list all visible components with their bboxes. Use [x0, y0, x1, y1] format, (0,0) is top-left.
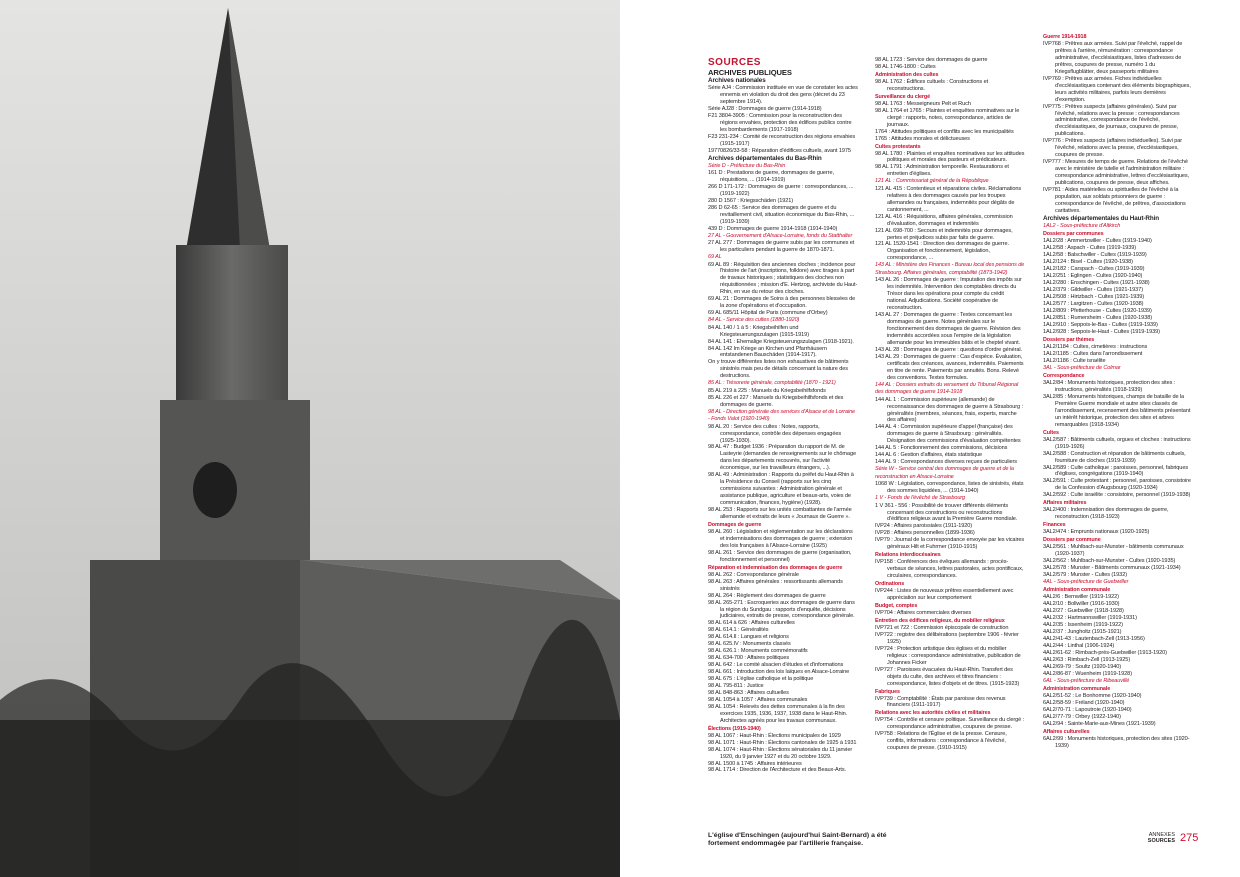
- folio-top: ANNEXES: [1148, 832, 1175, 838]
- source-entry: IVP724 : Protection artistique des églises et du mobilier religieux : correspondance administrative, publication de Johannes Ficker: [875, 645, 1021, 666]
- source-entry: 266 D 171-172 : Dommages de guerre : correspondances, ... (1919-1922): [708, 183, 854, 197]
- source-entry: 3AL2/85 : Monuments historiques, champs de bataille de la Première Guerre mondiale et autre sites classés de l'arrondissement, recensement des bâtiments présentant un intérêt historique, protection des sites et arbres remarquables (1918-1934): [1043, 393, 1191, 428]
- source-entry: 98 AL 626.1 : Monuments commémoratifs: [708, 648, 808, 655]
- source-entry: 1AL2/58 : Balschwiller - Cultes (1919-1939): [1043, 252, 1147, 259]
- source-entry: IVP158 : Conférences des évêques allemands : procès-verbaux de séances, lettres pastorales, actes pontificaux, circulaires, correspondances.: [875, 559, 1024, 580]
- source-entry: 4AL2/63 : Rimbach-Zell (1913-1925): [1043, 656, 1131, 663]
- source-entry: 98 AL 262 : Correspondance générale: [708, 571, 799, 578]
- source-entry: 98 AL 1074 : Haut-Rhin : Élections sénatoriales du 11 janvier 1920, du 9 janvier 1927 et du 20 octobre 1929.: [708, 746, 853, 760]
- source-entry: 144 AL 4 : Commission supérieure d'appel (française) des dommages de guerre à Strasbourg : généralités. Désignation des commissions d'évaluation compétentes: [875, 424, 1021, 445]
- source-entry: F21 3804-3905 : Commission pour la reconstruction des régions envahies, protection des édifices publics contre les bombardements (1917-1918): [708, 112, 852, 133]
- section-heading: Budget, comptes: [875, 603, 918, 609]
- source-entry: 85 AL 219 à 225 : Manuels du Kriegsbeihilfsfonds: [708, 387, 826, 394]
- section-heading: Dossiers par commune: [1043, 537, 1101, 544]
- photo-caption: L'église d'Enschingen (aujourd'hui Saint-Bernard) a été fortement endommagée par l'artillerie française.: [708, 832, 887, 848]
- source-entry: 69 AL 21 : Dommages de Soins à des personnes blessées de la zone d'opérations et d'occupation.: [708, 296, 856, 310]
- source-entry: 4AL2/6 : Bernwiller (1919-1922): [1043, 594, 1119, 601]
- source-entry: 1AL2/851 : Rumersheim - Cultes (1920-1938): [1043, 314, 1152, 321]
- source-entry: 121 AL 698-700 : Secours et indemnités pour dommages, pertes et préjudices subis par faits de guerre.: [875, 227, 1013, 241]
- source-entry: 143 AL 28 : Dommages de guerre : questions d'ordre général.: [875, 346, 1023, 353]
- source-entry: 4AL2/44 : Linthal (1906-1924): [1043, 643, 1115, 650]
- source-entry: 121 AL 415 : Contentieux et réparations civiles. Réclamations relatives à des dommages causés par les troupes allemandes ou françaises, indemnités pour dégâts de cantonnement, ...: [875, 185, 1022, 213]
- source-entry: IVP781 : Aides matérielles ou spirituelles de l'évêché à la population, aux soldats prisonniers de guerre : correspondance de l'évêché, de prêtres, d'associations caritatives.: [1043, 187, 1186, 214]
- source-entry: 6AL2/94 : Sainte-Marie-aux-Mines (1921-1939): [1043, 721, 1156, 728]
- source-entry: 98 AL 661 : Introduction des lois laïques en Alsace-Lorraine: [708, 669, 850, 676]
- series-heading: 69 AL: [708, 254, 722, 261]
- source-entry: 143 AL 27 : Dommages de guerre : Textes concernant les dommages de guerre. Notes générales sur le fonctionnement des dommages de guerre. Révision des indemnités accordées sous l'empire de la législation allemande pour les immeubles bâtis et le cheptel vivant.: [875, 312, 1021, 346]
- source-entry: 84 AL 141 : Ehemalige Kriegsteuerungszulagen (1918-1921).: [708, 338, 854, 345]
- source-entry: IVP769 : Prêtres aux armées. Fiches individuelles d'ecclésiastiques contenant des éléments biographiques, leurs activités militaires, parfois leurs dernières d'exemption.: [1043, 75, 1191, 103]
- source-entry: 286 D 62-65 : Service des dommages de guerre et du revitaillement civil, situation économique du Bas-Rhin, ... (1919-1939): [708, 204, 855, 225]
- source-entry: 98 AL 1054 : Relevés des dettes communales à la fin des exercices 1935, 1936, 1937, 1938 dans le Haut-Rhin. Architectes agréés pour les travaux communaux.: [708, 703, 848, 724]
- source-entry: IVP244 : Listes de nouveaux prêtres essentiellement avec appréciation sur leur comportement: [875, 588, 1014, 602]
- section-heading: Ordinations: [875, 581, 905, 588]
- source-entry: 121 AL 416 : Réquisitions, affaires générales, commission d'évaluation, dommages et indemnités: [875, 213, 1013, 227]
- source-entry: 84 AL 142 Im Kriege an Kirchen und Pfarrhäusern entstandenen Bauschäden (1914-1917).: [708, 345, 827, 359]
- source-entry: 98 AL 1714 : Direction de l'Architecture et des Beaux-Arts.: [708, 767, 846, 774]
- source-entry: 4AL2/61-62 : Rimbach-près-Guebwiller (1913-1920): [1043, 650, 1167, 657]
- source-entry: 3AL2/400 : Indemnisation des dommages de guerre, reconstruction (1918-1923): [1043, 507, 1169, 521]
- column-1: [708, 57, 858, 774]
- series-heading: 121 AL : Commissariat général de la République: [875, 178, 989, 185]
- section-heading: Dossiers par thèmes: [1043, 336, 1095, 343]
- source-entry: 1AL2/124 : Bisel - Cultes (1920-1938): [1043, 259, 1133, 266]
- series-heading: 27 AL - Gouvernement d'Alsace-Lorraine, fonds du Statthalter: [708, 232, 853, 239]
- source-entry: 6AL2/58-59 : Fréland (1920-1940): [1043, 700, 1125, 707]
- source-entry: 98 AL 1067 : Haut-Rhin : Élections municipales de 1929: [708, 732, 841, 739]
- source-entry: 3AL2/579 : Munster - Cultes (1932): [1043, 571, 1127, 578]
- section-heading: Fabriques: [875, 688, 900, 695]
- source-entry: 1AL2/809 : Pfetterhouse - Cultes (1920-1939): [1043, 307, 1152, 314]
- source-entry: On y trouve différentes listes non exhaustives de bâtiments sinistrés mais peu de détails concernant la nature des destructions.: [708, 359, 849, 380]
- source-entry: 98 AL 634-700 : Affaires politiques: [708, 655, 790, 662]
- source-entry: 1AL2/577 : Largitzen - Cultes (1920-1938): [1043, 300, 1144, 307]
- section-heading: Administration communale: [1043, 686, 1111, 693]
- source-entry: 1AL2/28 : Ammertzwiller - Cultes (1919-1940): [1043, 238, 1152, 245]
- source-entry: 280 D 1567 : Kriegsschäden (1921): [708, 197, 794, 204]
- column-3: [1043, 33, 1193, 750]
- source-entry: 144 AL 6 : Gestion d'affaires, états statistique: [875, 452, 982, 459]
- section-heading: Entretien des édifices religieux, du mobilier religieux: [875, 617, 1005, 624]
- source-entry: 3AL2/587 : Bâtiments cultuels, orgues et cloches : instructions (1919-1926): [1043, 436, 1191, 450]
- source-entry: 1AL2/1186 : Culte israélite: [1043, 357, 1106, 364]
- source-entry: 143 AL 29 : Dommages de guerre : Cas d'espèce. Évaluation, certificats des créances, avances, indemnités. Paiements en titre de rente. Paiements par annuités. Bons. Relevé des conventions. Textes formules.: [875, 353, 1024, 381]
- source-entry: 98 AL 1764 et 1765 : Plaintes et enquêtes nominatives sur le clergé : rapports, notes, correspondance, articles de journaux.: [875, 107, 1020, 128]
- source-entry: IVP727 : Paroisses évacuées du Haut-Rhin. Transfert des objets du culte, des archives et titres financiers : correspondance, listes d'objets et de titres. (1915-1923): [875, 666, 1020, 687]
- source-entry: IVP754 : Contrôle et censure politique. Surveillance du clergé : correspondance administrative, coupures de presse.: [875, 717, 1025, 731]
- source-entry: 98 AL 1762 : Édifices cultuels : Constructions et reconstructions.: [875, 78, 989, 92]
- source-entry: 1 V 361 - 556 : Possibilité de trouver différents éléments concernant des constructions ou reconstructions d'édifices religieux avant la Première Guerre mondiale.: [875, 502, 1018, 523]
- source-entry: IVP24 : Affaires paroissiales (1911-1920): [875, 523, 973, 530]
- series-heading: Série W - Service central des dommages de guerre et de la reconstruction en Alsace-Lorraine: [875, 466, 1014, 480]
- source-entry: 98 AL 261 : Service des dommages de guerre (organisation, fonctionnement et personnel): [708, 549, 852, 563]
- source-entry: 1AL2/379 : Gildwiller - Cultes (1921-1937): [1043, 287, 1143, 293]
- source-entry: IVP758 : Relations de l'Église et de la presse. Censure, conflits, informations : correspondance à l'évêché, coupures de presse. (1910-1915): [875, 731, 1007, 752]
- source-entry: 4AL2/37 : Jungholtz (1915-1921): [1043, 629, 1122, 636]
- source-entry: 3AL2/562 : Muhlbach-sur-Munster - Cultes (1920-1935): [1043, 558, 1176, 565]
- source-entry: 98 AL 263 : Affaires générales : ressortissants allemands sinistrés: [708, 578, 843, 592]
- source-entry: 3AL2/84 : Monuments historiques, protection des sites : instructions, généralités (1918-1939): [1043, 380, 1176, 393]
- source-entry: 1AL2/1184 : Cultes, cimetières : instructions: [1043, 343, 1148, 350]
- sources-page: [620, 0, 1240, 877]
- source-entry: 1AL2/910 : Seppois-le-Bas - Cultes (1919-1939): [1043, 321, 1158, 328]
- source-entry: 4AL2/27 : Guebwiller (1918-1928): [1043, 608, 1124, 615]
- source-entry: 3AL2/578 : Munster - Bâtiments communaux (1921-1934): [1043, 565, 1181, 571]
- source-entry: Série AJ28 : Dommages de guerre (1914-1918): [708, 105, 822, 112]
- source-entry: 27 AL 277 : Dommages de guerre subis par les communes et les particuliers pendant la guerre de 1870-1871.: [708, 240, 855, 254]
- source-entry: 4AL2/86-87 : Wuenheim (1919-1928): [1043, 670, 1132, 677]
- series-heading: 85 AL : Trésorerie générale, comptabilité (1870 - 1921): [708, 380, 836, 387]
- source-entry: 1764 : Attitudes politiques et conflits avec les municipalités: [875, 128, 1014, 135]
- source-entry: 3AL2/592 : Culte israélite : consistoire, personnel (1919-1938): [1043, 492, 1191, 499]
- source-entry: 98 AL 848-863 : Affaires cultuelles: [708, 689, 789, 696]
- section-heading: Archives départementales du Bas-Rhin: [708, 154, 822, 162]
- source-entry: 144 AL 9 : Correspondances diverses reçues de particuliers: [875, 459, 1017, 466]
- source-entry: 3AL2/591 : Culte protestant : personnel, paroisses, consistoire de la Confession d'Augsbourg (1920-1934): [1043, 478, 1191, 492]
- section-heading: Correspondance: [1043, 373, 1085, 380]
- source-entry: IVP739 : Comptabilité : États par paroisse des revenus financiers (1911-1917): [875, 695, 1006, 709]
- section-heading: Archives nationales: [708, 77, 766, 84]
- section-heading: Relations interdiocésaines: [875, 552, 941, 559]
- source-entry: 98 AL 260 : Législation et réglementation sur les déclarations et indemnisations des dommages de guerre ; extension des lois françaises à l'Alsace-Lorraine (1925): [708, 528, 853, 549]
- source-entry: 1AL2/182 : Carspach - Cultes (1919-1939): [1043, 266, 1145, 273]
- source-entry: IVP721 et 722 : Commission épiscopale de construction: [875, 624, 1009, 631]
- section-heading: Élections (1919-1940): [708, 725, 761, 732]
- source-entry: 121 AL 1520-1541 : Direction des dommages de guerre. Organisation et fonctionnement, législation, correspondance, ...: [875, 241, 1009, 262]
- source-entry: IVP79 : Journal de la correspondance envoyée par les vicaires généraux Hilt et Fuhrmer (1910-1915): [875, 537, 1025, 551]
- source-entry: 98 AL 614.1 : Généralités: [708, 627, 769, 634]
- source-entry: 1AL2/928 : Seppois-le-Haut - Cultes (1919-1939): [1043, 328, 1160, 335]
- section-heading: Finances: [1043, 522, 1066, 529]
- source-entry: 1AL2/251 : Eglingen - Cultes (1920-1940): [1043, 273, 1143, 280]
- source-entry: IVP775 : Prêtres suspects (affaires générales). Suivi par l'évêché, relations avec la presse : correspondances administrative, correspondance de l'évêché, d'ecclésiastiques, de journaux, coupures de presse, publications.: [1043, 103, 1180, 138]
- source-entry: IVP776 : Prêtres suspects (affaires individuelles). Suivi par l'évêché, relations avec la presse, d'ecclésiastiques, coupures de presse.: [1043, 138, 1182, 159]
- source-entry: 6AL2/70-71 : Lapoutroie (1920-1940): [1043, 707, 1132, 714]
- source-entry: IVP28 : Affaires personnelles (1899-1936): [875, 530, 975, 537]
- section-heading: Archives départementales du Haut-Rhin: [1043, 214, 1159, 222]
- series-heading: Série D - Préfecture du Bas-Rhin: [708, 162, 786, 169]
- source-entry: 98 AL 1054 à 1057 : Affaires communales: [708, 696, 808, 703]
- source-entry: 1AL2/58 : Aspach - Cultes (1919-1939): [1043, 245, 1137, 252]
- source-entry: IVP722 : registre des délibérations (septembre 1906 - février 1925): [875, 631, 1019, 645]
- source-entry: 98 AL 614.II : Langues et religions: [708, 634, 789, 641]
- section-heading: Affaires militaires: [1043, 500, 1087, 507]
- section-heading: Affaires culturelles: [1043, 729, 1090, 736]
- series-heading: 1AL2 - Sous-préfecture d'Altkirch: [1043, 222, 1121, 229]
- section-heading: Administration des cultes: [875, 71, 939, 78]
- section-heading: Réparation et indemnisation des dommages de guerre: [708, 564, 843, 571]
- source-entry: 3AL2/561 : Muhlbach-sur-Munster - bâtiments communaux (1920-1937): [1043, 544, 1184, 558]
- source-entry: 98 AL 264 : Règlement des dommages de guerre: [708, 592, 826, 599]
- series-heading: 6AL - Sous-préfecture de Ribeauvillé: [1043, 677, 1130, 684]
- source-entry: 144 AL 5 : Fonctionnement des commissions, décisions: [875, 445, 1008, 452]
- source-entry: 98 AL 642 : Le comité alsacien d'études et d'informations: [708, 662, 844, 669]
- source-entry: 69 AL 685/11 Hôpital de Paris (commune d'Orbey): [708, 310, 828, 317]
- source-entry: 98 AL 1723 : Service des dommages de guerre: [875, 57, 988, 63]
- section-heading: Dommages de guerre: [708, 521, 762, 528]
- source-entry: 98 AL 795-811 : Justice: [708, 682, 764, 689]
- series-heading: 84 AL - Service des cultes (1880-1920): [708, 317, 800, 324]
- source-entry: 98 AL 625.IV : Monuments classés: [708, 641, 791, 648]
- column-2: [875, 57, 1025, 752]
- series-heading: 143 AL : Ministère des Finances - Bureau local des pensions de Strasbourg. Affaires générales, comptabilité (1873-1942): [875, 262, 1025, 276]
- source-entry: 98 AL 47 : Budget 1936 : Préparation du rapport de M. de Lasteyrie (demandes de renseignements sur le chômage dans les départements recouvrés, sur l'activité économique, sur les travailleurs étrangers, ...).: [708, 444, 856, 472]
- series-heading: 4AL - Sous-préfecture de Guebwiller: [1043, 578, 1129, 585]
- source-entry: 1AL2/280 : Enschingen - Cultes (1921-1938): [1043, 280, 1150, 287]
- section-heading: Administration communale: [1043, 587, 1111, 594]
- source-entry: 6AL2/99 : Monuments historiques, protection des sites (1920-1939): [1043, 736, 1190, 750]
- source-entry: 98 AL 265-271 : Escroqueries aux dommages de guerre dans la région du Sundgau : rapports d'enquête, décisions judiciaires, extraits de presse, correspondance générale.: [708, 599, 855, 620]
- section-heading: Surveillance du clergé: [875, 93, 931, 100]
- series-heading: 98 AL - Direction générale des services d'Alsace et de Lorraine - Fonds Valot (1920-1940): [708, 408, 856, 423]
- source-entry: 6AL2/77-79 : Orbey (1922-1940): [1043, 714, 1121, 721]
- source-entry: 6AL2/51-52 : Le Bonhomme (1920-1940): [1043, 693, 1142, 700]
- source-entry: 98 AL 49 : Administration : Rapports du préfet du Haut-Rhin à la Présidence du Conseil (rapports sur les cinq commissions suivantes : Administration générale et assistance publique, agriculture et beaux-arts, voies de communication, finances, hygiène) (1928).: [708, 472, 854, 507]
- source-entry: 1AL2/508 : Hirtzbach - Cultes (1921-1939): [1043, 293, 1144, 300]
- source-entry: 4AL2/69-79 : Soultz (1920-1940): [1043, 663, 1122, 670]
- section-heading: Cultes: [1043, 429, 1059, 436]
- source-entry: 98 AL 20 : Service des cultes : Notes, rapports, correspondance, contrôle des dépenses engagées (1925-1930).: [708, 423, 842, 444]
- source-entry: 1068 W : Législation, correspondance, listes de sinistrés, états des sommes liquidées, ... (1914-1940): [875, 481, 1024, 495]
- source-entry: 4AL2/41-43 : Lautenbach-Zell (1913-1956): [1043, 636, 1145, 643]
- source-entry: IVP777 : Mesures de temps de guerre. Relations de l'évêché avec le ministère de tutelle et l'administration militaire : correspondance administrative, lettres d'ecclésiastiques, publications, coupures de presse, deux affiches.: [1043, 159, 1190, 187]
- section-heading: ARCHIVES PUBLIQUES: [708, 68, 792, 77]
- source-entry: 98 AL 1071 : Haut-Rhin : Élections cantonales de 1925 à 1931: [708, 739, 857, 746]
- section-heading: Cultes protestants: [875, 143, 921, 150]
- section-heading: Dossiers par communes: [1043, 231, 1104, 238]
- source-entry: 3AL2/474 : Emprunts nationaux (1920-1925): [1043, 529, 1150, 536]
- source-entry: 98 AL 614 à 626 : Affaires culturelles: [708, 620, 795, 627]
- section-heading: SOURCES: [708, 57, 761, 68]
- source-entry: 98 AL 253 : Rapports sur les unités combattantes de l'armée allemande et extraits de leurs « Journaux de Guerre ».: [708, 507, 852, 521]
- source-entry: 161 D : Prestations de guerre, dommages de guerre, réquisitions, ... (1914-1919): [708, 170, 834, 183]
- source-entry: 98 AL 1746-1800 : Cultes: [875, 63, 936, 70]
- source-entry: 3AL2/589 : Culte catholique : paroisses, personnel, fabriques d'églises, congrégations (1919-1940): [1043, 464, 1189, 478]
- source-entry: 98 AL 1791 : Administration temporelle. Restaurations et entretien d'églises.: [875, 164, 1009, 178]
- series-heading: 1 V - Fonds de l'évêché de Strasbourg: [875, 495, 965, 502]
- source-entry: 439 D : Dommages de guerre 1914-1918 (1914-1940): [708, 225, 838, 232]
- source-entry: 144 AL 1 : Commission supérieure (allemande) de reconnaissance des dommages de guerre à Strasbourg : généralités (membres, séances, frais, experts, marche des affaires): [875, 396, 1023, 424]
- source-entry: 1AL2/1185 : Cultes dans l'arrondissement: [1043, 350, 1143, 357]
- source-entry: 85 AL 226 et 227 : Manuels du Kriegsbeihilfsfonds et des dommages de guerre.: [708, 394, 844, 408]
- folio-section: SOURCES: [1147, 838, 1175, 844]
- source-entry: 4AL2/32 : Hartmannswiller (1919-1931): [1043, 615, 1137, 622]
- series-heading: 3AL - Sous-préfecture de Colmar: [1043, 364, 1121, 371]
- source-entry: 98 AL 675 : L'église catholique et la politique: [708, 676, 814, 683]
- source-entry: 98 AL 1780 : Plaintes et enquêtes nominatives sur les attitudes politiques et morales des pasteurs et prédicateurs.: [875, 150, 1025, 164]
- source-entry: 19770826/33-58 : Réparation d'édifices cultuels, avant 1975: [708, 147, 851, 154]
- section-heading: Relations avec les autorités civiles et militaires: [875, 710, 991, 717]
- source-entry: 3AL2/588 : Construction et réparation de bâtiments cultuels, fourniture de cloches (1919-1939): [1043, 450, 1186, 464]
- series-heading: 144 AL : Dossiers extraits du versement du Tribunal Régional des dommages de guerre 1914-1918: [875, 381, 1019, 396]
- folio: [1140, 832, 1175, 844]
- source-entry: 69 AL 89 : Réquisition des anciennes cloches ; incidence pour l'histoire de l'art (inscriptions, folklore) avec tirages à part de travaux historiques ; statistiques des cloches non réquisitionnées ; mission d'E. Hertzog, archiviste du Haut-Rhin, en vue du retour des cloches.: [708, 261, 858, 296]
- section-heading: Guerre 1914-1918: [1043, 34, 1087, 40]
- page-number: 275: [1180, 832, 1199, 844]
- source-entry: IVP704 : Affaires commerciales diverses: [875, 610, 972, 616]
- source-entry: 98 AL 1763 : Messeigneurs Pelt et Ruch: [875, 100, 971, 107]
- source-entry: 1765 : Attitudes morales et délictueuses: [875, 135, 970, 142]
- source-entry: IVP768 : Prêtres aux armées. Suivi par l'évêché, rappel de prêtres à l'arrière, rémunération : correspondance administrative, d'ecclésiastiques, listes d'adresses de prêtres, coupures de presse, numéro 1 du Kriegsflugblätter, deux passeports militaires: [1043, 41, 1183, 75]
- source-entry: 98 AL 1500 à 1745 : Affaires intérieures: [708, 760, 802, 767]
- source-entry: Série AJ4 : Commission instituée en vue de constater les actes ennemis en violation du droit des gens (décret du 23 septembre 1914).: [708, 85, 858, 105]
- source-entry: 4AL2/10 : Bollwiller (1916-1930): [1043, 601, 1120, 608]
- source-entry: 143 AL 26 : Dommages de guerre : Imputation des impôts sur les indemnités. Intervention des comptables directs du Trésor dans les opérations pour compte du crédit national. Adjudications. Société coopérative de reconstruction.: [875, 277, 1022, 312]
- source-entry: 4AL2/35 : Issenheim (1919-1922): [1043, 622, 1123, 629]
- source-entry: 84 AL 140 / 1 à 5 : Kriegsbeihilfen und Kriegsteuerungszulagen (1915-1919): [708, 324, 809, 338]
- source-entry: F23 231-234 : Comité de reconstruction des régions envahies (1915-1917): [708, 133, 856, 147]
